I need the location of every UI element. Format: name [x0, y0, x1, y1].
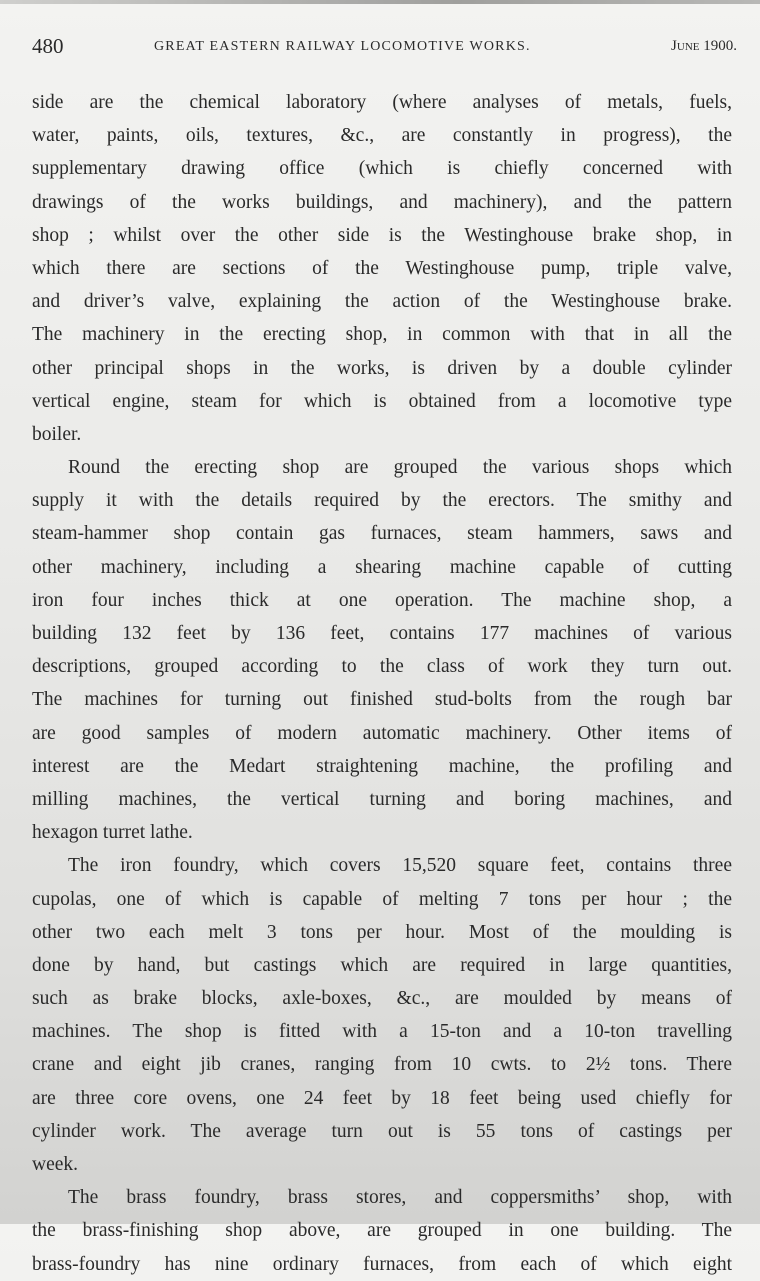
text-line: Round the erecting shop are grouped the various shops which	[68, 457, 732, 479]
text-line: water, paints, oils, textures, &c., are constantly in progress), the	[32, 125, 732, 147]
running-title: GREAT EASTERN RAILWAY LOCOMOTIVE WORKS.	[154, 39, 531, 54]
text-line: side are the chemical laboratory (where analyses of metals, fuels,	[32, 92, 732, 113]
text-line: are good samples of modern automatic machinery. Other items of	[32, 722, 732, 744]
text-line: The brass foundry, brass stores, and coppersmiths’ shop, with	[68, 1187, 732, 1209]
text-line: hexagon turret lathe.	[32, 822, 193, 844]
text-line: week.	[32, 1154, 79, 1175]
paragraph	[32, 1181, 732, 1281]
text-line: drawings of the works buildings, and machinery), and the pattern	[32, 191, 732, 213]
paragraph	[32, 86, 732, 451]
text-line: shop ; whilst over the other side is the Westinghouse brake shop, in	[32, 224, 732, 246]
text-line: which there are sections of the Westinghouse pump, triple valve,	[32, 257, 732, 279]
text-line: are three core ovens, one 24 feet by 18 feet being used chiefly for	[32, 1087, 732, 1109]
text-line: other principal shops in the works, is driven by a double cylinder	[32, 357, 732, 379]
text-line: The machinery in the erecting shop, in common with that in all the	[32, 324, 732, 346]
text-line: crane and eight jib cranes, ranging from 10 cwts. to 2½ tons. There	[32, 1054, 732, 1076]
body-text	[32, 86, 732, 1281]
text-line: brass-foundry has nine ordinary furnaces, from each of which eight	[32, 1253, 732, 1275]
text-line: building 132 feet by 136 feet, contains 177 machines of various	[32, 623, 732, 644]
text-line: other machinery, including a shearing machine capable of cutting	[32, 556, 732, 578]
text-line: interest are the Medart straightening machine, the profiling and	[32, 755, 732, 777]
text-line: cylinder work. The average turn out is 55 tons of castings per	[32, 1120, 732, 1142]
text-line: milling machines, the vertical turning and boring machines, and	[32, 788, 732, 810]
text-line: machines. The shop is fitted with a 15-ton and a 10-ton travelling	[32, 1021, 732, 1043]
text-line: vertical engine, steam for which is obtained from a locomotive type	[32, 390, 732, 412]
text-line: supply it with the details required by the erectors. The smithy and	[32, 490, 732, 512]
text-line: such as brake blocks, axle-boxes, &c., are moulded by means of	[32, 988, 732, 1010]
page-header	[32, 34, 737, 64]
text-line: The machines for turning out finished stud-bolts from the rough bar	[32, 689, 732, 711]
text-line: the brass-finishing shop above, are grouped in one building. The	[32, 1220, 732, 1242]
page-top-edge	[0, 0, 760, 4]
paragraph	[32, 451, 732, 849]
issue-date: June 1900.	[671, 38, 737, 54]
text-line: and driver’s valve, explaining the action of the Westinghouse brake.	[32, 291, 732, 313]
text-line: cupolas, one of which is capable of melting 7 tons per hour ; the	[32, 888, 732, 910]
text-line: done by hand, but castings which are required in large quantities,	[32, 954, 732, 976]
text-line: other two each melt 3 tons per hour. Most of the moulding is	[32, 921, 732, 943]
text-line: descriptions, grouped according to the class of work they turn out.	[32, 656, 732, 678]
text-line: steam-hammer shop contain gas furnaces, steam hammers, saws and	[32, 523, 732, 545]
text-line: supplementary drawing office (which is chiefly concerned with	[32, 158, 732, 180]
text-line: The iron foundry, which covers 15,520 square feet, contains three	[68, 855, 732, 877]
paragraph	[32, 849, 732, 1181]
page-number: 480	[32, 34, 64, 58]
text-line: boiler.	[32, 423, 82, 445]
text-line: iron four inches thick at one operation. The machine shop, a	[32, 589, 732, 611]
